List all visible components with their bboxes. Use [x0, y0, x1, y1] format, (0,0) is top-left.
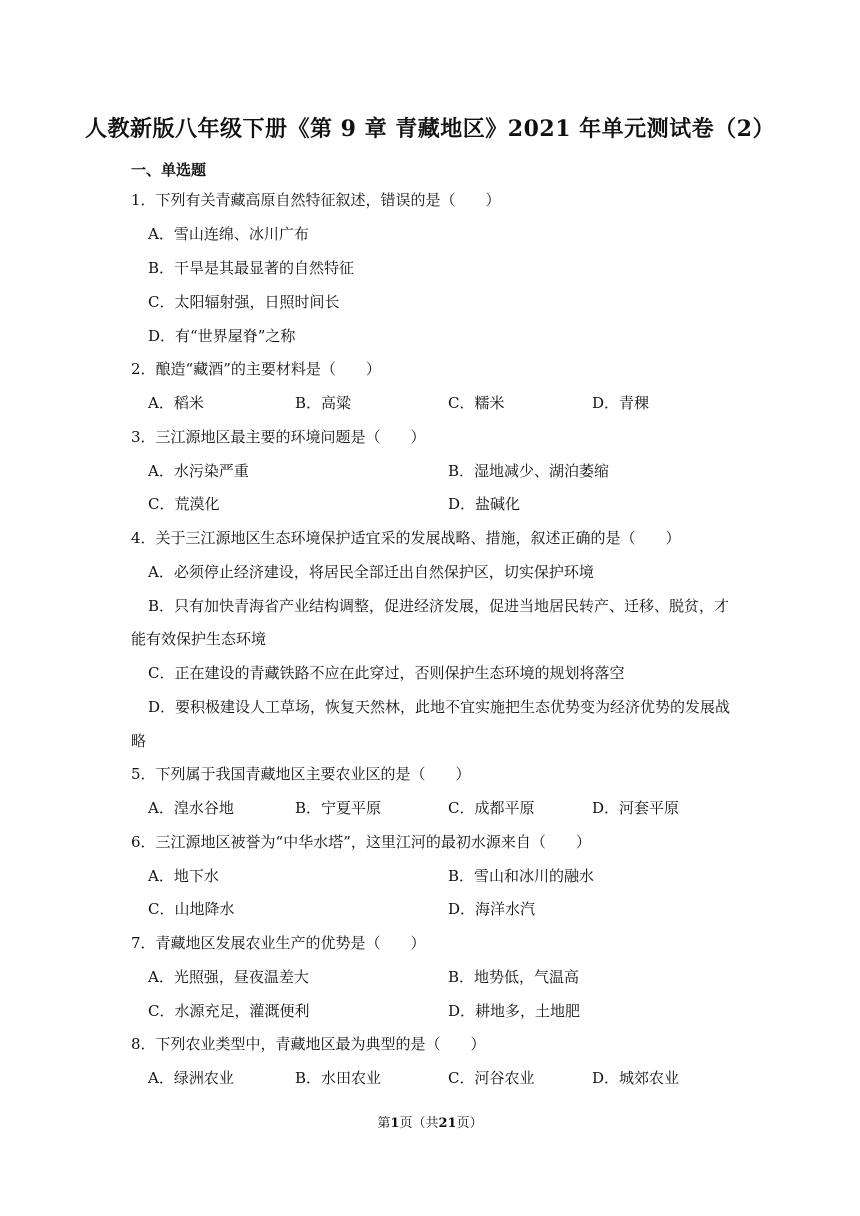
question-2-option-d: D．青稞 [592, 394, 650, 412]
question-5-option-b: B．宁夏平原 [295, 799, 382, 817]
question-5-stem: 5．下列属于我国青藏地区主要农业区的是（ ） [131, 765, 471, 783]
question-8-option-c: C．河谷农业 [448, 1069, 535, 1087]
question-7-option-b: B．地势低，气温高 [448, 968, 580, 986]
footer-page-number: 1 [390, 1116, 400, 1131]
question-3-option-a: A．水污染严重 [148, 462, 249, 480]
question-3-option-d: D．盐碱化 [448, 495, 521, 513]
question-4-stem: 4．关于三江源地区生态环境保护适宜采的发展战略、措施，叙述正确的是（ ） [131, 529, 681, 547]
question-8-option-a: A．绿洲农业 [148, 1069, 234, 1087]
question-1-option-a: A．雪山连绵、冰川广布 [148, 225, 309, 243]
footer-prefix: 第 [377, 1116, 391, 1131]
question-4-option-d-continued: 略 [131, 732, 147, 750]
question-8-option-b: B．水田农业 [295, 1069, 382, 1087]
page-title: 人教新版八年级下册《第 9 章 青藏地区》2021 年单元测试卷（2） [85, 116, 775, 142]
question-2-option-c: C．糯米 [448, 394, 505, 412]
question-4-option-b: B．只有加快青海省产业结构调整，促进经济发展，促进当地居民转产、迁移、脱贫，才 [148, 597, 730, 615]
page-footer [0, 1112, 860, 1131]
question-6-option-b: B．雪山和冰川的融水 [448, 867, 595, 885]
question-4-option-d: D．要积极建设人工草场，恢复天然林，此地不宜实施把生态优势变为经济优势的发展战 [148, 698, 731, 716]
question-6-option-a: A．地下水 [148, 867, 219, 885]
footer-total-pages: 21 [438, 1116, 457, 1131]
question-6-option-c: C．山地降水 [148, 900, 235, 918]
question-6-option-d: D．海洋水汽 [448, 900, 536, 918]
question-8-option-d: D．城郊农业 [592, 1069, 680, 1087]
question-4-option-b-continued: 能有效保护生态环境 [131, 630, 267, 648]
question-1-option-b: B．干旱是其最显著的自然特征 [148, 259, 355, 277]
question-5-option-d: D．河套平原 [592, 799, 680, 817]
question-4-option-a: A．必须停止经济建设，将居民全部迁出自然保护区，切实保护环境 [148, 563, 594, 581]
question-6-stem: 6．三江源地区被誉为“中华水塔”，这里江河的最初水源来自（ ） [131, 833, 591, 851]
question-2-option-a: A．稻米 [148, 394, 204, 412]
question-5-option-c: C．成都平原 [448, 799, 535, 817]
question-1-stem: 1．下列有关青藏高原自然特征叙述，错误的是（ ） [131, 191, 501, 209]
question-3-option-b: B．湿地减少、湖泊萎缩 [448, 462, 610, 480]
question-5-option-a: A．湟水谷地 [148, 799, 234, 817]
question-1-option-c: C．太阳辐射强，日照时间长 [148, 293, 340, 311]
section-heading: 一、单选题 [131, 161, 207, 179]
question-8-stem: 8．下列农业类型中，青藏地区最为典型的是（ ） [131, 1035, 486, 1053]
question-7-option-d: D．耕地多，土地肥 [448, 1002, 581, 1020]
footer-suffix: 页） [456, 1116, 483, 1131]
question-7-option-a: A．光照强，昼夜温差大 [148, 968, 309, 986]
question-3-stem: 3．三江源地区最主要的环境问题是（ ） [131, 428, 426, 446]
question-4-option-c: C．正在建设的青藏铁路不应在此穿过，否则保护生态环境的规划将落空 [148, 664, 625, 682]
question-1-option-d: D．有“世界屋脊”之称 [148, 327, 296, 345]
footer-middle: 页（共 [399, 1116, 439, 1131]
question-2-stem: 2．酿造“藏酒”的主要材料是（ ） [131, 360, 381, 378]
question-7-option-c: C．水源充足，灌溉便利 [148, 1002, 310, 1020]
question-7-stem: 7．青藏地区发展农业生产的优势是（ ） [131, 934, 426, 952]
question-3-option-c: C．荒漠化 [148, 495, 220, 513]
question-2-option-b: B．高粱 [295, 394, 352, 412]
